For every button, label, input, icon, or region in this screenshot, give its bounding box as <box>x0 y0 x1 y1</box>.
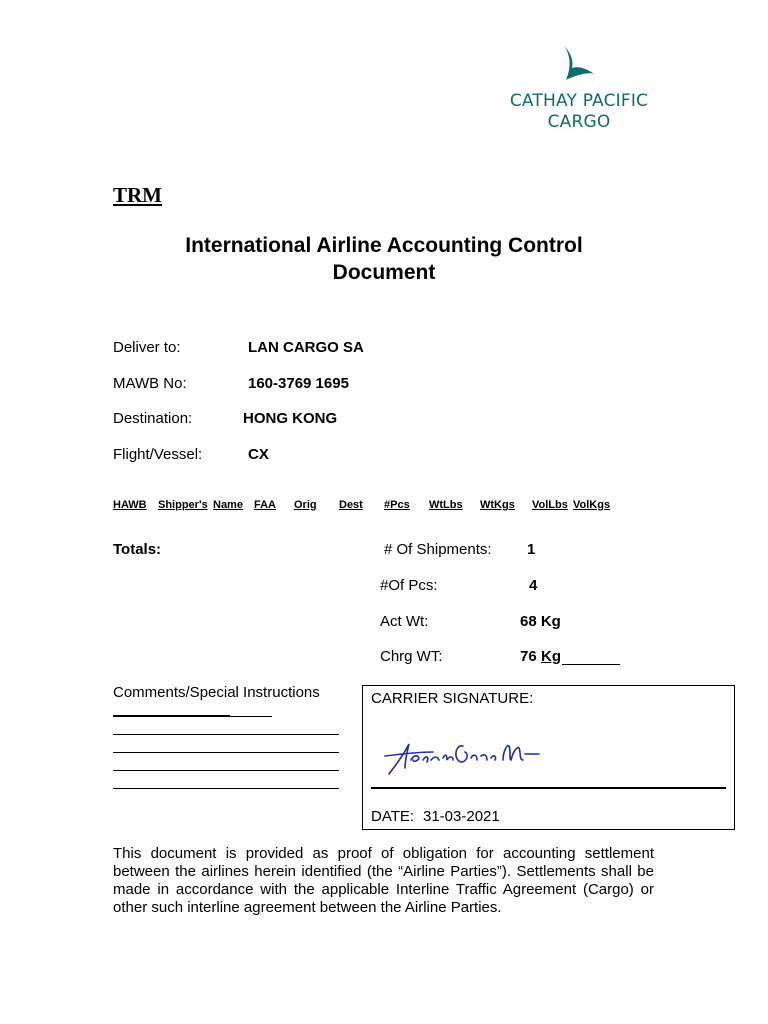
header-vollbs: VolLbs <box>532 499 568 511</box>
logo-line-2: CARGO <box>547 112 611 132</box>
comments-underline-short <box>230 716 272 717</box>
chrgwt-label: Chrg WT: <box>380 648 443 665</box>
comments-label: Comments/Special Instructions <box>113 684 320 701</box>
pcs-value: 4 <box>529 577 538 594</box>
header-orig: Orig <box>294 499 317 511</box>
pcs-label: #Of Pcs: <box>380 577 438 594</box>
comments-line-3 <box>113 770 339 771</box>
comments-underline-bold <box>113 715 230 717</box>
title-line-1: International Airline Accounting Control <box>185 234 583 257</box>
shipments-label: # Of Shipments: <box>384 541 492 558</box>
comments-line-4 <box>113 788 339 789</box>
actwt-value: 68 Kg <box>520 613 561 630</box>
carrier-signature-box <box>362 685 735 830</box>
header-volkgs: VolKgs <box>573 499 611 511</box>
totals-label: Totals: <box>113 541 162 558</box>
chrgwt-value: 76 <box>520 648 537 665</box>
actwt-label: Act Wt: <box>380 613 429 630</box>
header-hawb: HAWB <box>113 499 147 511</box>
header-pcs: #Pcs <box>384 499 410 511</box>
flight-label: Flight/Vessel: <box>113 446 203 463</box>
chrgwt-unit: Kg <box>541 648 561 665</box>
header-name: Name <box>213 499 243 511</box>
mawb-label: MAWB No: <box>113 375 187 392</box>
brushwing-logo-icon <box>556 44 596 84</box>
date-value: 31-03-2021 <box>423 808 500 825</box>
document-code: TRM <box>113 183 162 207</box>
company-logo <box>498 44 660 134</box>
date-label: DATE: <box>371 808 415 825</box>
carrier-signature-label: CARRIER SIGNATURE: <box>371 690 534 707</box>
header-dest: Dest <box>339 499 363 511</box>
page-title <box>104 232 664 286</box>
mawb-value: 160-3769 1695 <box>248 375 349 392</box>
chrgwt-underline <box>562 664 620 665</box>
comments-line-2 <box>113 752 339 753</box>
signature-line <box>371 787 726 789</box>
title-line-2: Document <box>332 261 436 284</box>
shipments-value: 1 <box>527 541 536 558</box>
handwritten-signature <box>383 730 553 780</box>
logo-line-1: CATHAY PACIFIC <box>509 91 649 111</box>
header-wtlbs: WtLbs <box>429 499 463 511</box>
destination-value: HONG KONG <box>243 410 338 427</box>
header-faa: FAA <box>254 499 276 511</box>
header-wtkgs: WtKgs <box>480 499 515 511</box>
header-shippers: Shipper's <box>158 499 208 511</box>
deliver-to-value: LAN CARGO SA <box>248 339 364 356</box>
destination-label: Destination: <box>113 410 193 427</box>
comments-line-1 <box>113 734 339 735</box>
flight-value: CX <box>248 446 269 463</box>
deliver-to-label: Deliver to: <box>113 339 181 356</box>
legal-statement: This document is provided as proof of obligation for accounting settlement between the airlines herein identified (the “Airline Parties”). Settlements shall be made in accordance with the applicable Interline Traffic Agreement (Cargo) or other such interline agreement between the Airline Parties. <box>113 845 654 916</box>
